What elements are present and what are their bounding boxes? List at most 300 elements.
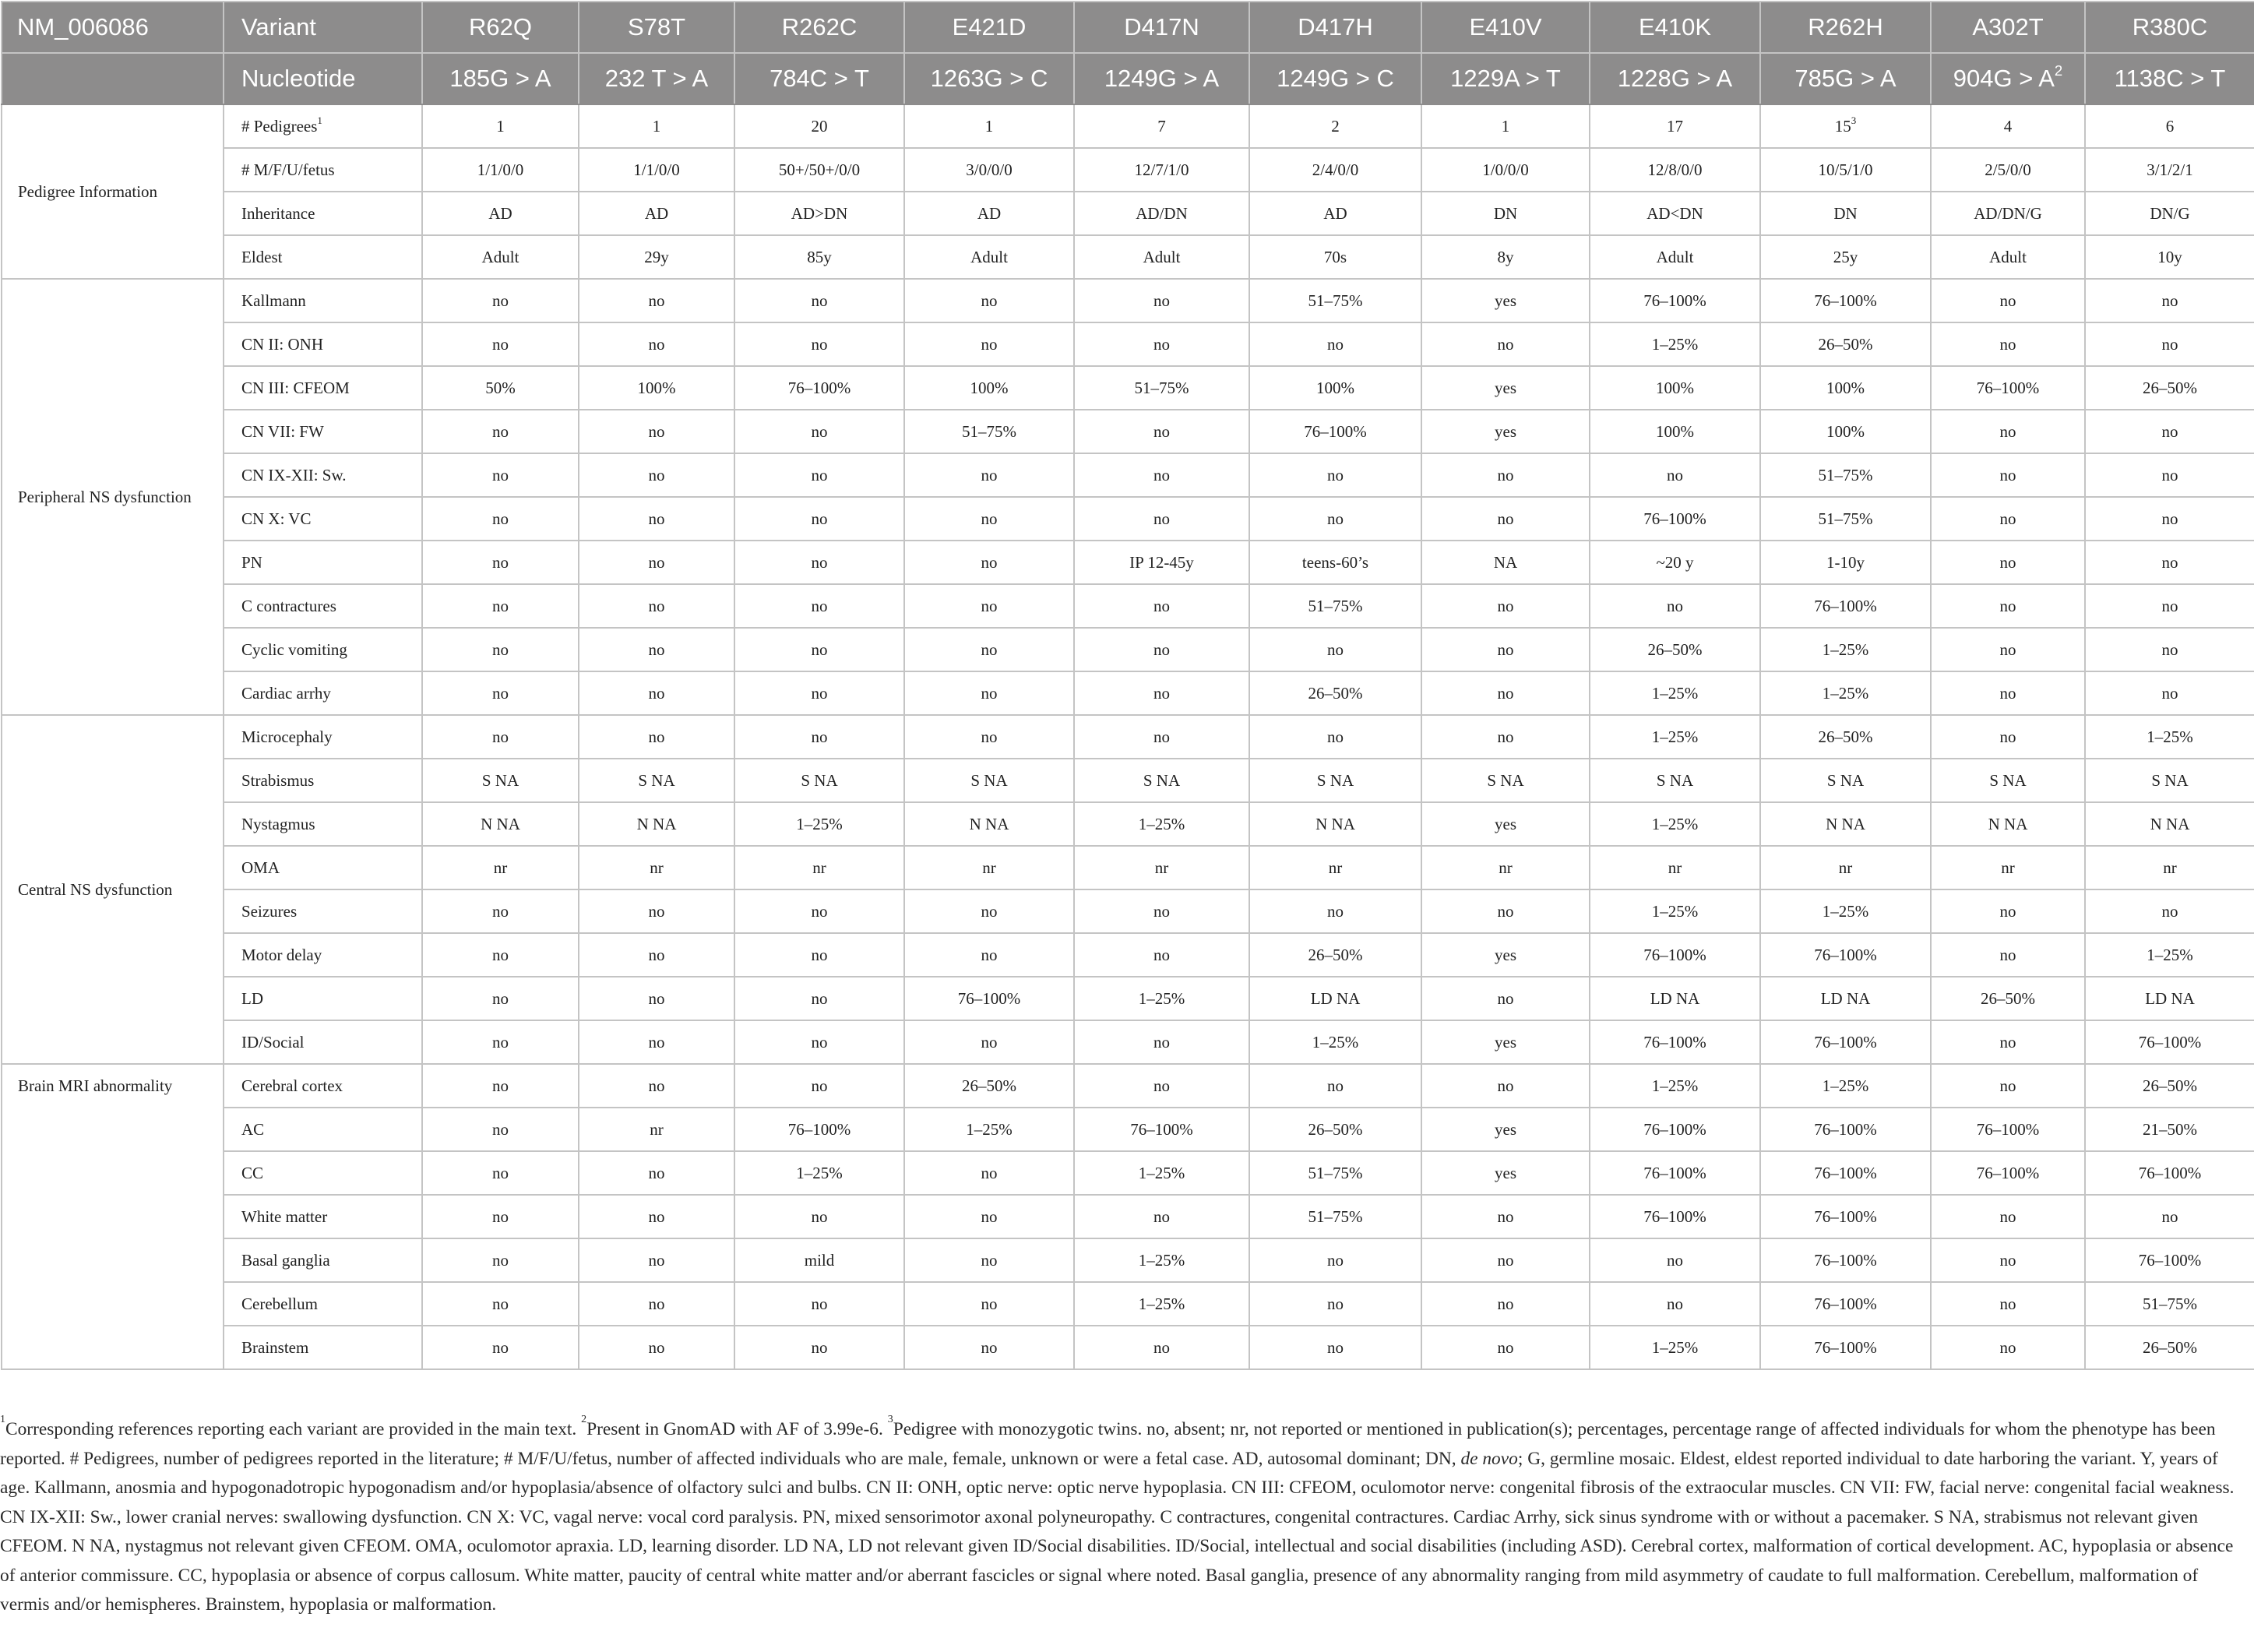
table-footnote [0,1415,2243,1620]
table-row [2,104,2254,148]
value-text: no [811,1206,828,1226]
value-cell [1249,497,1421,541]
feature-label [224,977,422,1020]
value-cell [1074,366,1249,410]
value-cell [1074,889,1249,933]
value-text: 76–100% [1643,1119,1706,1139]
value-text: 76–100% [1643,945,1706,964]
value-cell [1074,322,1249,366]
nucleotide-text: 904G > A [1953,65,2055,92]
value-cell [1249,192,1421,235]
value-text: LD NA [1310,988,1361,1008]
variant-header: R62Q [422,2,579,53]
value-cell [734,322,904,366]
value-text: AD [977,203,1002,223]
value-text: no [492,1119,509,1139]
value-cell [1421,410,1590,453]
value-text: 2/5/0/0 [1985,160,2031,179]
feature-text: Cardiac arrhy [241,683,331,703]
value-cell [422,584,579,628]
value-cell [1760,1108,1931,1151]
value-text: 76–100% [1976,378,2040,397]
value-text: 2 [1331,116,1340,136]
value-text: no [1327,727,1344,746]
value-cell [1590,410,1760,453]
value-text: no [492,1163,509,1182]
value-text: nr [2001,858,2015,877]
value-cell [904,541,1074,584]
value-text: nr [2163,858,2177,877]
value-text: no [1327,639,1344,659]
value-cell [1249,628,1421,671]
value-text: no [1497,901,1514,921]
value-cell [1931,1151,2085,1195]
feature-label [224,1064,422,1108]
value-cell [1931,628,2085,671]
value-cell [1760,584,1931,628]
value-text: no [492,1294,509,1313]
feature-label [224,1326,422,1369]
value-text: 76–100% [1814,1337,1877,1357]
value-cell [1421,584,1590,628]
value-cell [2085,1326,2254,1369]
value-text: 76–100% [1814,1119,1877,1139]
value-cell [422,933,579,977]
value-cell [1760,628,1931,671]
value-cell [2085,410,2254,453]
value-text: no [1327,901,1344,921]
value-cell [422,1108,579,1151]
value-cell [734,889,904,933]
value-text: no [648,421,665,441]
value-cell [1931,1282,2085,1326]
feature-text: CN VII: FW [241,421,324,441]
value-text: no [1153,509,1170,528]
table-row [2,235,2254,279]
value-text: no [492,465,509,484]
value-text: no [981,334,998,354]
value-cell [579,1064,734,1108]
value-cell [1760,1151,1931,1195]
value-cell [1249,410,1421,453]
value-text: no [1999,1337,2016,1357]
footnote-italic-de-novo: de novo [1460,1448,1518,1469]
value-text: 76–100% [1643,1163,1706,1182]
value-text: no [811,465,828,484]
value-text: Adult [970,247,1008,266]
value-text: no [811,596,828,615]
value-cell [579,977,734,1020]
value-text: no [492,509,509,528]
value-text: no [492,1032,509,1051]
value-cell [734,235,904,279]
table-row [2,1282,2254,1326]
value-cell [1760,235,1931,279]
nucleotide-text: 1249G > C [1277,65,1394,92]
value-text: no [648,683,665,703]
value-cell [1249,977,1421,1020]
value-text: yes [1495,945,1516,964]
value-cell [734,715,904,759]
value-cell [1931,671,2085,715]
feature-text: OMA [241,858,280,877]
value-text: 76–100% [1643,1032,1706,1051]
value-text: no [2161,901,2178,921]
value-text: no [492,334,509,354]
value-text: 76–100% [1814,945,1877,964]
value-text: nr [982,858,996,877]
variant-phenotype-table [1,1,2254,1370]
value-cell [1931,104,2085,148]
value-cell [904,1108,1074,1151]
value-cell [1931,1064,2085,1108]
value-text: no [2161,639,2178,659]
feature-text: Inheritance [241,203,315,223]
value-text: no [1497,1337,1514,1357]
feature-label [224,1151,422,1195]
value-cell [1074,759,1249,802]
value-cell [579,759,734,802]
value-cell [1074,453,1249,497]
footnote-text-4: ; G, germline mosaic. Eldest, eldest reported individual to date harboring the variant. Y, years of age. Kallmann, anosmia and hypogonadotropic hypogonadism and/or hypoplasia/absence of olfactory sulci and bulbs. CN II: ONH, optic nerve: optic nerve hypoplasia. CN III: CFEOM, oculomotor nerve: congenital fibrosis of the extraocular muscles. CN VII: FW, facial nerve: congenital facial weakness. CN IX-XII: Sw., lower cranial nerves: swallowing dysfunction. CN X: VC, vagal nerve: vocal cord paralysis. PN, mixed sensorimotor axonal polyneuropathy. C contractures, congenital contractures. Cardiac Arrhy, sick sinus syndrome with or without a pacemaker. S NA, strabismus not relevant given CFEOM. N NA, nystagmus not relevant given CFEOM. OMA, oculomotor apraxia. LD, learning disorder. LD NA, LD not relevant given ID/Social disabilities. ID/Social, intellectual and social disabilities (including ASD). Cerebral cortex, malformation of cortical development. AC, hypoplasia or absence of anterior commissure. CC, hypoplasia or absence of corpus callosum. White matter, paucity of central white matter and/or aberrant fascicles or signal where noted. Basal ganglia, presence of any abnormality ranging from mild asymmetry of caudate to full malformation. Cerebellum, malformation of vermis and/or hemispheres. Brainstem, hypoplasia or malformation. [0,1448,2235,1615]
value-cell [1590,192,1760,235]
value-cell [734,541,904,584]
feature-label [224,410,422,453]
value-text: no [648,1032,665,1051]
value-cell [1760,322,1931,366]
value-text: no [648,552,665,572]
value-cell [422,802,579,846]
value-text: no [811,1076,828,1095]
nucleotide-header [1421,53,1590,104]
value-cell [1760,192,1931,235]
value-cell [904,671,1074,715]
table-row [2,802,2254,846]
value-text: no [1327,1250,1344,1270]
table-row [2,1064,2254,1108]
value-text: N NA [1826,814,1865,833]
value-cell [1760,541,1931,584]
value-cell [1074,410,1249,453]
value-cell [904,1020,1074,1064]
value-cell [579,1195,734,1238]
nucleotide-header [1590,53,1760,104]
nucleotide-header [904,53,1074,104]
value-cell [1074,1108,1249,1151]
value-text: no [1327,465,1344,484]
value-text: no [811,901,828,921]
value-text: 76–100% [2138,1250,2202,1270]
feature-text: White matter [241,1206,328,1226]
value-cell [1931,802,2085,846]
value-text: S NA [1487,770,1524,790]
value-cell [904,279,1074,322]
value-cell [422,1064,579,1108]
value-text: no [1999,334,2016,354]
value-cell [1590,802,1760,846]
value-text: 76–100% [1814,1294,1877,1313]
value-cell [1760,148,1931,192]
value-text: 21–50% [2143,1119,2197,1139]
value-text: 15 [1834,116,1851,136]
value-text: 1–25% [1138,988,1185,1008]
value-cell [422,715,579,759]
value-cell [1931,759,2085,802]
value-text: 2/4/0/0 [1312,160,1359,179]
nucleotide-footnote-mark: 2 [2054,62,2063,79]
value-cell [422,410,579,453]
value-text: Adult [1989,247,2027,266]
value-cell [904,1151,1074,1195]
variant-header: R262H [1760,2,1931,53]
feature-label [224,889,422,933]
table-row [2,1326,2254,1369]
value-cell [1074,541,1249,584]
value-text: 1/1/0/0 [477,160,524,179]
value-text: nr [1838,858,1853,877]
value-cell [904,846,1074,889]
value-text: no [1327,509,1344,528]
value-text: yes [1495,291,1516,310]
value-cell [579,322,734,366]
value-text: no [492,1206,509,1226]
feature-text: AC [241,1119,265,1139]
value-text: no [1999,552,2016,572]
value-text: 85y [807,247,832,266]
value-cell [579,889,734,933]
value-text: N NA [1988,814,2028,833]
value-text: N NA [969,814,1009,833]
value-text: no [811,683,828,703]
value-text: 50% [485,378,516,397]
feature-label [224,584,422,628]
header-row-variant [2,2,2254,53]
value-text: no [981,639,998,659]
value-cell [1249,1195,1421,1238]
value-cell [904,933,1074,977]
value-cell [579,1151,734,1195]
header-row-nucleotide [2,53,2254,104]
feature-text: Eldest [241,247,283,266]
value-cell [904,192,1074,235]
value-cell [579,104,734,148]
value-text: nr [1499,858,1513,877]
table-row [2,279,2254,322]
variant-header: R380C [2085,2,2254,53]
value-text: no [1497,1206,1514,1226]
nucleotide-header [1249,53,1421,104]
value-cell [734,1326,904,1369]
value-cell [1074,192,1249,235]
value-cell [734,279,904,322]
value-cell [1249,366,1421,410]
value-text: 12/7/1/0 [1134,160,1189,179]
value-text: no [648,465,665,484]
value-text: no [1153,596,1170,615]
value-cell [1249,148,1421,192]
value-text: 1–25% [1822,1076,1869,1095]
value-text: 1–25% [796,814,843,833]
value-cell [1421,1282,1590,1326]
value-text: no [811,639,828,659]
value-text: 51–75% [1818,509,1873,528]
header-gene-id: NM_006086 [2,2,224,53]
value-cell [904,802,1074,846]
value-cell [1074,104,1249,148]
value-cell [2085,1151,2254,1195]
value-text: no [1497,988,1514,1008]
value-cell [1421,715,1590,759]
feature-text: Cyclic vomiting [241,639,347,659]
value-text: no [2161,334,2178,354]
value-cell [1760,497,1931,541]
group-label: Central NS dysfunction [2,715,224,1064]
nucleotide-text: 1263G > C [930,65,1048,92]
value-cell [2085,977,2254,1020]
value-text: 1 [984,116,994,136]
value-cell [1590,541,1760,584]
value-text: 51–75% [1308,1163,1363,1182]
nucleotide-text: 1229A > T [1450,65,1561,92]
value-cell [1074,1238,1249,1282]
value-text: 1–25% [1651,1076,1699,1095]
value-text: no [1327,1294,1344,1313]
value-cell [422,1195,579,1238]
value-cell [1249,584,1421,628]
value-cell [1249,1238,1421,1282]
value-cell [1931,366,2085,410]
table-row [2,846,2254,889]
footnote-sup-3: 3 [887,1414,893,1426]
feature-label [224,846,422,889]
value-text: 1–25% [1822,639,1869,659]
table-row [2,671,2254,715]
value-cell [2085,235,2254,279]
value-cell [579,1108,734,1151]
value-cell [1931,279,2085,322]
value-text: 10/5/1/0 [1818,160,1873,179]
table-row [2,977,2254,1020]
value-text: no [1153,421,1170,441]
value-cell [1760,671,1931,715]
value-text: 26–50% [1308,1119,1363,1139]
value-cell [1249,1151,1421,1195]
value-text: no [2161,596,2178,615]
value-text: no [492,1250,509,1270]
value-cell [1074,1064,1249,1108]
footnote-sup-1: 1 [0,1414,5,1426]
value-text: 76–100% [2138,1163,2202,1182]
value-text: mild [804,1250,835,1270]
feature-label [224,497,422,541]
value-text: no [981,683,998,703]
value-text: NA [1493,552,1518,572]
value-text: 50+/50+/0/0 [778,160,861,179]
value-cell [1931,846,2085,889]
value-text: 8y [1497,247,1514,266]
value-cell [1931,889,2085,933]
value-cell [1931,1238,2085,1282]
nucleotide-text: 785G > A [1794,65,1897,92]
value-text: S NA [970,770,1008,790]
value-text: no [1999,1250,2016,1270]
feature-footnote-mark: 1 [317,114,322,126]
value-cell [904,1282,1074,1326]
value-cell [2085,802,2254,846]
value-text: no [1999,683,2016,703]
value-text: 26–50% [1818,334,1873,354]
value-cell [422,279,579,322]
value-cell [1421,1238,1590,1282]
value-text: yes [1495,378,1516,397]
value-text: no [1327,1076,1344,1095]
value-cell [579,671,734,715]
nucleotide-text: 784C > T [770,65,869,92]
value-text: 20 [811,116,828,136]
value-text: AD [488,203,512,223]
value-cell [1421,322,1590,366]
value-cell [1590,322,1760,366]
value-cell [2085,628,2254,671]
value-text: no [1497,683,1514,703]
value-cell [1590,759,1760,802]
value-text: 1–25% [1651,334,1699,354]
value-cell [2085,279,2254,322]
value-text: no [492,639,509,659]
value-text: no [1153,1076,1170,1095]
value-cell [422,1020,579,1064]
value-cell [2085,497,2254,541]
value-text: 1–25% [966,1119,1013,1139]
value-text: no [1497,334,1514,354]
value-text: no [492,901,509,921]
value-text: no [1667,1294,1683,1313]
value-text: no [492,1337,509,1357]
value-text: 76–100% [1814,1163,1877,1182]
value-text: no [648,509,665,528]
value-cell [1421,1108,1590,1151]
variant-header: E410K [1590,2,1760,53]
value-cell [1421,759,1590,802]
value-cell [422,322,579,366]
value-text: 76–100% [1130,1119,1193,1139]
value-text: DN/G [2150,203,2190,223]
feature-text: # Pedigrees [241,116,318,136]
value-cell [579,933,734,977]
value-text: 70s [1323,247,1347,266]
value-text: 1–25% [2147,945,2193,964]
value-cell [1249,1326,1421,1369]
value-text: no [1667,596,1683,615]
feature-text: Kallmann [241,291,306,310]
feature-label [224,1108,422,1151]
value-cell [1760,366,1931,410]
value-text: no [1999,1294,2016,1313]
value-cell [1421,628,1590,671]
value-cell [1931,148,2085,192]
value-cell [1421,1326,1590,1369]
value-cell [422,1151,579,1195]
value-text: no [1153,465,1170,484]
value-text: no [1999,1032,2016,1051]
value-cell [1421,1064,1590,1108]
table-body [2,104,2254,1369]
value-cell [904,235,1074,279]
feature-label [224,541,422,584]
value-cell [734,977,904,1020]
value-text: 100% [1826,421,1865,441]
value-cell [1249,759,1421,802]
